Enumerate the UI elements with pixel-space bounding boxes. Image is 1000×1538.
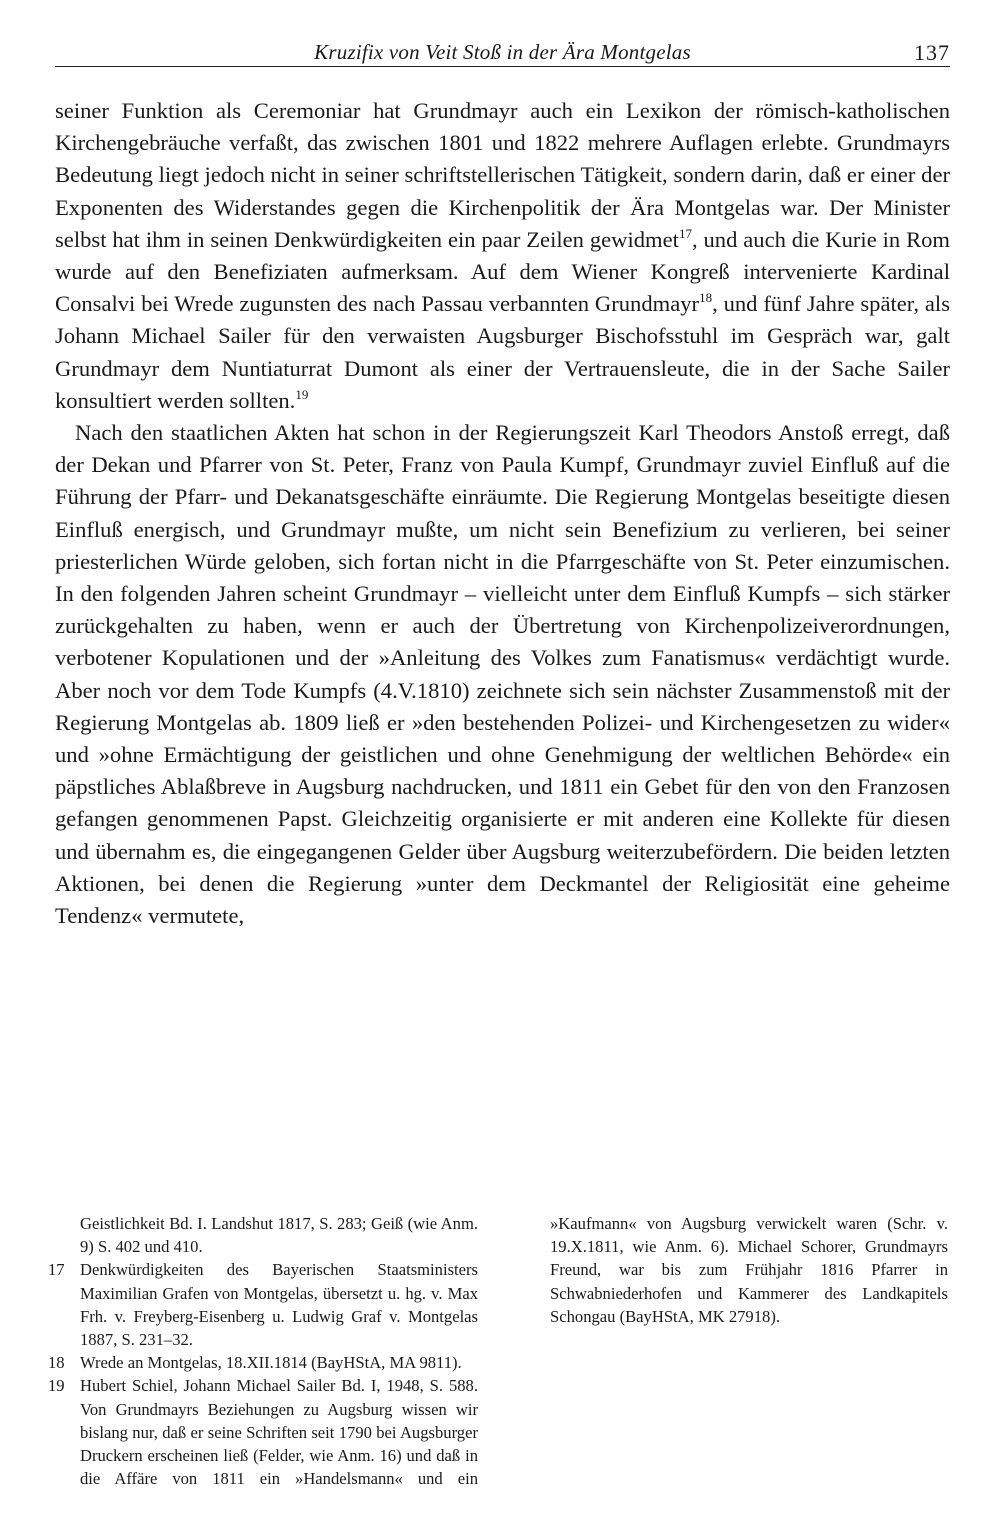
footnote-continuation — [80, 1212, 478, 1258]
footnote-18-text: Wrede an Montgelas, 18.XII.1814 (BayHStA, MA 9811). — [80, 1353, 462, 1373]
footnote-17 — [48, 1258, 478, 1351]
paragraph-1 — [55, 95, 950, 417]
running-header — [55, 36, 950, 67]
paragraph-2: Nach den staatlichen Akten hat schon in der Regierungszeit Karl Theodors Anstoß erregt, daß der Dekan und Pfarrer von St. Peter, Franz von Paula Kumpf, Grundmayr zuviel Einfluß auf die Führung der Pfarr- und Dekanatsgeschäfte einräumte. Die Regierung Montgelas beseitigte diesen Einfluß energisch, und Grundmayr mußte, um nicht sein Benefizium zu verlieren, bei seiner priesterlichen Würde geloben, sich fortan nicht in die Pfarrgeschäfte von St. Peter einzumischen. In den folgenden Jahren scheint Grundmayr – vielleicht unter dem Einfluß Kumpfs – sich stärker zurückgehalten zu haben, wenn er auch der Übertretung von Kirchenpolizeiverordnungen, verbotener Kopulationen und der »Anleitung des Volkes zum Fanatismus« verdächtigt wurde. Aber noch vor dem Tode Kumpfs (4.V.1810) zeichnete sich sein nächster Zusammenstoß mit der Regierung Montgelas ab. 1809 ließ er »den bestehenden Polizei- und Kirchengesetzen zu wider« und »ohne Ermächtigung der geistlichen und ohne Genehmigung der weltlichen Behörde« ein päpstliches Ablaßbreve in Augsburg nachdrucken, und 1811 ein Gebet für den von den Franzosen gefangen genommenen Papst. Gleichzeitig organisierte er mit anderen eine Kollekte für diesen und übernahm es, die eingegangenen Gelder über Augsburg weiterzubefördern. Die beiden letzten Aktionen, bei denen die Regierung »unter dem Deckmantel der Religiosität eine geheime Tendenz« vermutete, — [55, 420, 950, 929]
footnote-18-number: 18 — [48, 1353, 65, 1373]
paragraph-1-part-c: , und fünf Jahre später, als Johann Michael Sailer für den verwaisten Augsburger Bischofsstuhl im Gespräch war, galt Grundmayr dem Nuntiaturrat Dumont als einer der Vertrauensleute, die in der Sache Sailer konsultiert werden sollten. — [55, 291, 950, 413]
running-title: Kruzifix von Veit Stoß in der Ära Montgelas — [314, 40, 691, 64]
footnote-19-number: 19 — [48, 1376, 65, 1396]
paragraph-1-part-a: seiner Funktion als Ceremoniar hat Grundmayr auch ein Lexikon der römisch-katholischen Kirchengebräuche verfaßt, das zwischen 1801 und 1822 mehrere Auflagen erlebte. Grundmayrs Bedeutung liegt jedoch nicht in seiner schriftstellerischen Tätigkeit, sondern darin, daß er einer der Exponenten des Widerstandes gegen die Kirchenpolitik der Ära Montgelas war. Der Minister selbst hat ihm in seinen Denkwürdigkeiten ein paar Zeilen gewidmet — [55, 98, 950, 252]
footnote-17-text: Denkwürdigkeiten des Bayerischen Staatsministers Maximilian Grafen von Montgelas, übersetzt u. hg. v. Max Frh. v. Freyberg-Eisenberg u. Ludwig Graf v. Montgelas 1887, S. 231–32. — [80, 1260, 478, 1350]
footnote-19-text: Hubert Schiel, Johann Michael Sailer Bd. I, 1948, S. 588. Von Grundmayrs Beziehungen zu Augsburg wissen wir bislang nur, daß er seine Schriften seit 1790 bei Augsburger Druckern erscheinen ließ (Felder, wie Anm. 16) und daß in die Affäre von 1811 ein »Handelsmann« und ein »Kaufmann« von Augsburg verwickelt waren (Schr. v. 19.X.1811, wie Anm. 6). Michael Schorer, Grundmayrs Freund, war bis zum Frühjahr 1816 Pfarrer in Schwabniederhofen und Kammerer des Landkapitels Schongau (BayHStA, MK 27918). — [80, 1214, 948, 1489]
page-number: 137 — [914, 40, 950, 65]
footnote-ref-18: 18 — [699, 290, 713, 306]
footnotes-left-column — [48, 1212, 948, 1498]
main-text — [55, 95, 950, 932]
footnote-ref-17: 17 — [678, 225, 692, 241]
footnote-18 — [48, 1351, 478, 1374]
footnote-continuation-text: Geistlichkeit Bd. I. Landshut 1817, S. 283; Geiß (wie Anm. 9) S. 402 und 410. — [80, 1214, 478, 1257]
paragraph-1-part-b: , und auch die Kurie in Rom wurde auf den Benefiziaten aufmerksam. Auf dem Wiener Kongreß intervenierte Kardinal Consalvi bei Wrede zugunsten des nach Passau verbannten Grundmayr — [55, 226, 951, 317]
footnote-17-number: 17 — [48, 1260, 65, 1280]
footnote-ref-19: 19 — [295, 386, 309, 402]
